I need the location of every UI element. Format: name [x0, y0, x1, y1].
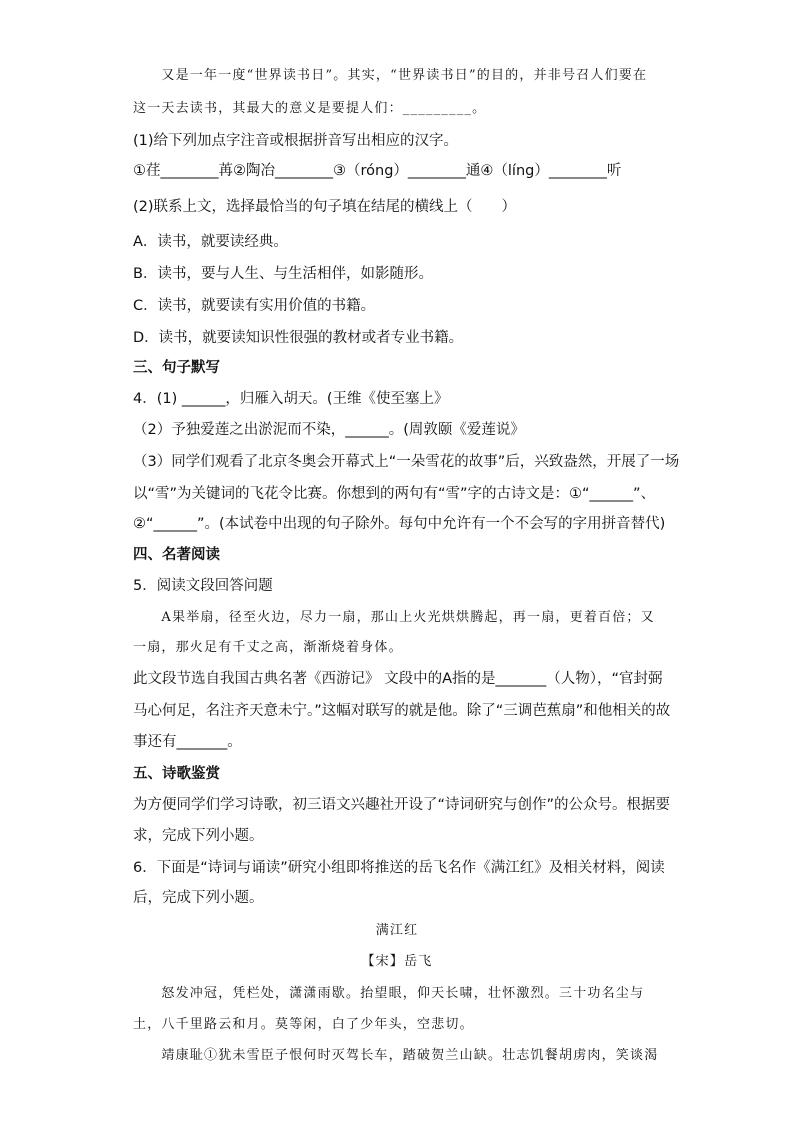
- question-5-text-line-3: 事还有_______。: [133, 734, 242, 750]
- section-3-heading: 三、句子默写: [133, 360, 220, 376]
- option-d: D．读书，就要读知识性很强的教材或者专业书籍。: [133, 330, 464, 346]
- excerpt-line-2: 一扇，那火足有千丈之高，渐渐烧着身体。: [133, 640, 403, 655]
- poem-line-3: 靖康耻①犹未雪臣子恨何时灭驾长车，踏破贺兰山缺。壮志饥餐胡虏肉，笑谈渴: [133, 1048, 659, 1063]
- question-4-part-3-line-1: （3）同学们观看了北京冬奥会开幕式上“一朵雪花的故事”后，兴致盎然，开展了一场: [133, 454, 680, 470]
- question-5-stem: 5．阅读文段回答问题: [133, 578, 273, 594]
- poem-line-2: 土，八千里路云和月。莫等闲，白了少年头，空悲切。: [133, 1017, 474, 1032]
- question-4-part-3-line-2: 以“雪”为关键词的飞花令比赛。你想到的两句有“雪”字的古诗文是：①“______”、: [133, 486, 656, 502]
- poem-title: 满江红: [375, 923, 419, 938]
- question-4-part-1: 4．(1) ______，归雁入胡天。(王维《使至塞上》: [133, 391, 449, 407]
- passage-line-1: 又是一年一度“世界读书日”。其实，“世界读书日”的目的，并非号召人们要在: [133, 68, 648, 83]
- question-5-text-line-1: 此文段节选自我国古典名著《西游记》 文段中的A指的是_______（人物），“官封弼: [133, 671, 663, 687]
- section-5-intro-line-2: 求，完成下列小题。: [133, 828, 264, 844]
- section-5-intro-line-1: 为方便同学们学习诗歌，初三语文兴趣社开设了“诗词研究与创作”的公众号。根据要: [133, 797, 671, 813]
- excerpt-line-1: A果举扇，径至火边，尽力一扇，那山上火光烘烘腾起，再一扇，更着百倍；又: [133, 610, 655, 625]
- section-4-heading: 四、名著阅读: [133, 547, 220, 563]
- question-2-stem: (2)联系上文，选择最恰当的句子填在结尾的横线上（ ）: [133, 199, 517, 215]
- question-1-stem: (1)给下列加点字注音或根据拼音写出相应的汉字。: [133, 133, 459, 149]
- option-b: B．读书，要与人生、与生活相伴，如影随形。: [133, 266, 433, 282]
- question-4-part-2: （2）予独爱莲之出淤泥而不染，______。(周敦颐《爱莲说》: [133, 422, 525, 438]
- poem-author: 【宋】岳飞: [361, 954, 433, 969]
- option-a: A．读书，就要读经典。: [133, 234, 288, 250]
- question-4-part-3-line-3: ②“______”。(本试卷中出现的句子除外。每句中允许有一个不会写的字用拼音替代): [133, 516, 666, 532]
- question-6-stem-line-2: 后，完成下列小题。: [133, 890, 264, 906]
- section-5-heading: 五、诗歌鉴赏: [133, 766, 220, 782]
- question-5-text-line-2: 马心何足，名注齐天意未宁。”这幅对联写的就是他。除了“三调芭蕉扇”和他相关的故: [133, 703, 671, 719]
- question-1-blanks: ①荏________苒②陶冶________③（róng）________通④（líng）________听: [133, 163, 622, 179]
- poem-line-1: 怒发冲冠，凭栏处，潇潇雨歇。抬望眼，仰天长啸，壮怀激烈。三十功名尘与: [133, 986, 645, 1001]
- question-6-stem-line-1: 6．下面是“诗词与诵读”研究小组即将推送的岳飞名作《满江红》及相关材料，阅读: [133, 860, 665, 876]
- passage-line-2: 这一天去读书，其最大的意义是要提人们：_________。: [133, 101, 487, 116]
- option-c: C．读书，就要读有实用价值的书籍。: [133, 298, 376, 314]
